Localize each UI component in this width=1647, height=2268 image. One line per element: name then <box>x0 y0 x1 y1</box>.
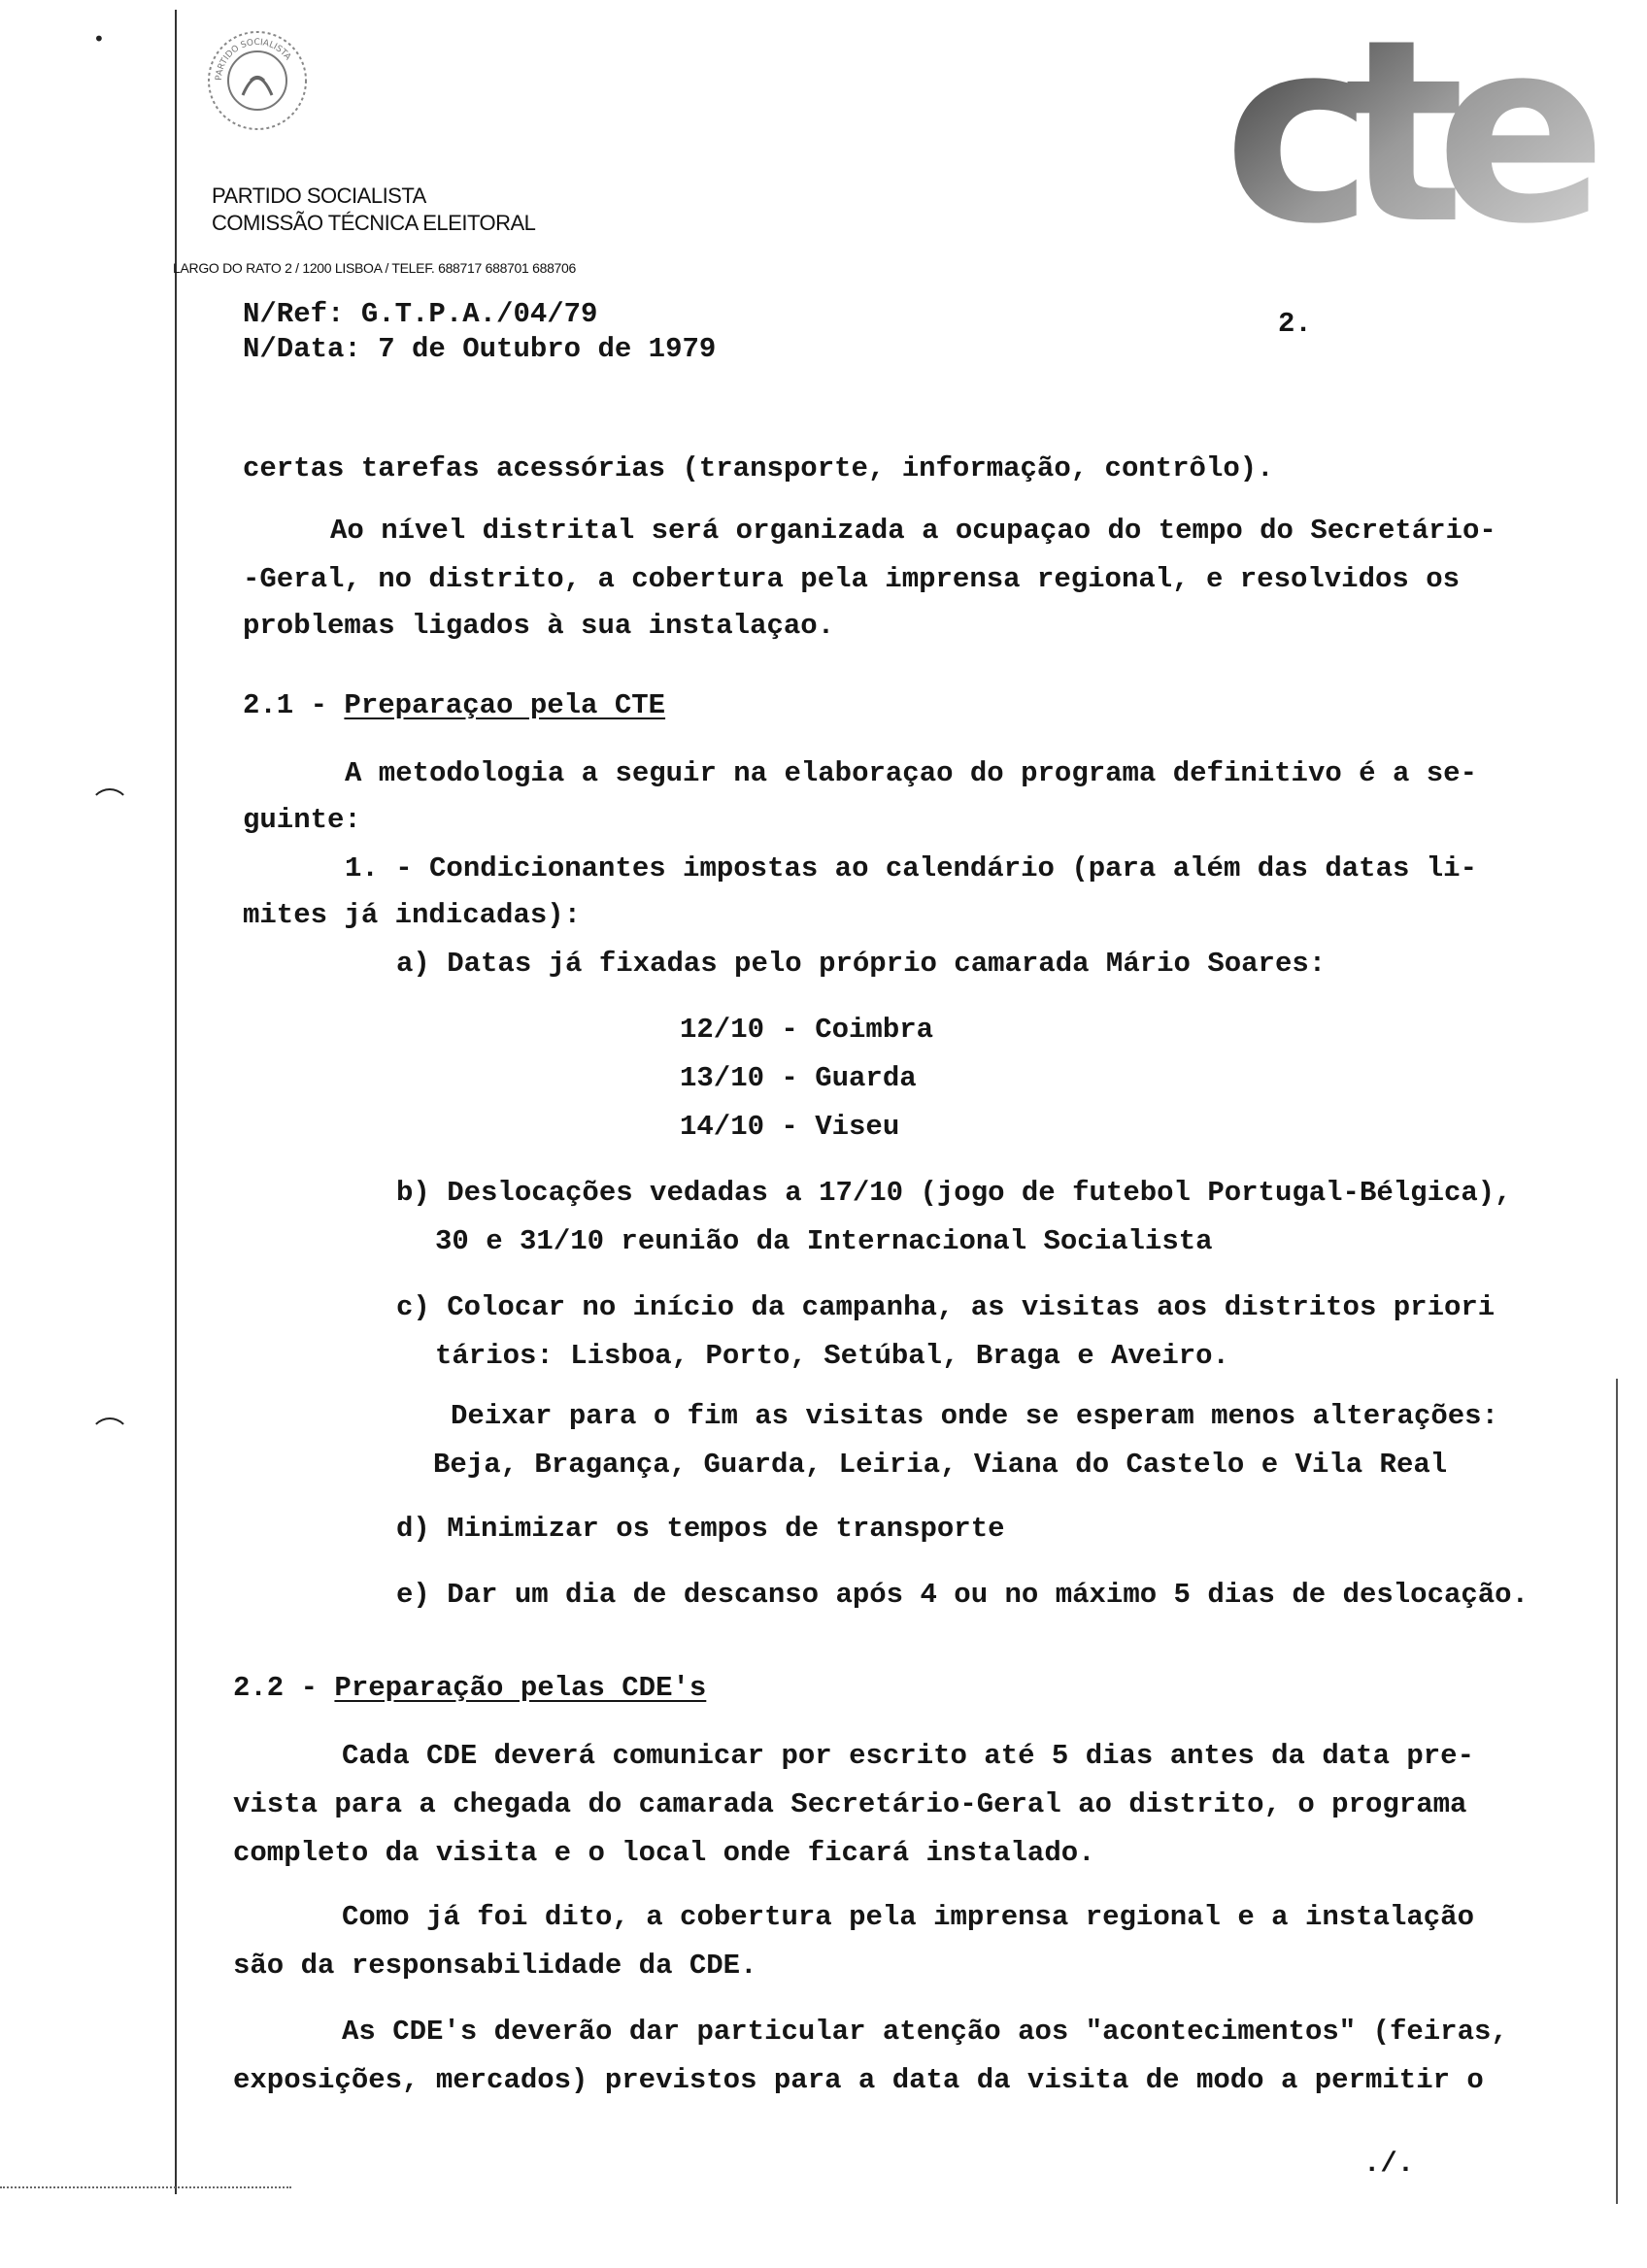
letterhead-address: LARGO DO RATO 2 / 1200 LISBOA / TELEF. 688717 688701 688706 <box>173 260 577 276</box>
sub-item-a: a) Datas já fixadas pelo próprio camarada Mário Soares: <box>396 948 1327 980</box>
paragraph-line: problemas ligados à sua instalaçao. <box>243 610 835 642</box>
paragraph-line: guinte: <box>243 804 361 836</box>
sub-item-c: Deixar para o fim as visitas onde se esperam menos alterações: <box>451 1400 1498 1432</box>
reference-number: N/Ref: G.T.P.A./04/79 <box>243 298 598 330</box>
paragraph-line: Ao nível distrital será organizada a ocupaçao do tempo do Secretário- <box>330 515 1496 547</box>
paragraph-line: completo da visita e o local onde ficará instalado. <box>233 1837 1095 1869</box>
punch-hole-mark <box>89 788 130 829</box>
section-number: 2.1 - <box>243 689 345 721</box>
left-margin-rule <box>175 10 177 2194</box>
paragraph-line: -Geral, no distrito, a cobertura pela imprensa regional, e resolvidos os <box>243 563 1461 595</box>
cte-logo-text: cte <box>1224 16 1578 239</box>
date-entry: 14/10 - Viseu <box>680 1111 900 1143</box>
section-heading-2-2 <box>233 1672 706 1704</box>
list-item: 1. - Condicionantes impostas ao calendário (para além das datas li- <box>345 852 1477 884</box>
section-number: 2.2 - <box>233 1672 335 1704</box>
paragraph-line: vista para a chegada do camarada Secretário-Geral ao distrito, o programa <box>233 1788 1467 1820</box>
scan-dot-mark: • <box>93 27 105 50</box>
commission-name: COMISSÃO TÉCNICA ELEITORAL <box>212 211 536 235</box>
paragraph-line: Cada CDE deverá comunicar por escrito até 5 dias antes da data pre- <box>342 1740 1474 1772</box>
sub-item-c: tários: Lisboa, Porto, Setúbal, Braga e Aveiro. <box>435 1340 1229 1372</box>
reference-date: N/Data: 7 de Outubro de 1979 <box>243 333 717 365</box>
sub-item-d: d) Minimizar os tempos de transporte <box>396 1513 1005 1545</box>
page-number: 2. <box>1278 308 1312 340</box>
sub-item-e: e) Dar um dia de descanso após 4 ou no máximo 5 dias de deslocação. <box>396 1579 1529 1611</box>
org-name: PARTIDO SOCIALISTA <box>212 183 426 208</box>
letterhead-org <box>212 183 535 237</box>
party-seal-icon <box>204 27 311 134</box>
list-item: mites já indicadas): <box>243 899 582 931</box>
date-entry: 13/10 - Guarda <box>680 1062 917 1094</box>
bottom-scan-mark <box>0 2186 291 2189</box>
paragraph-line: certas tarefas acessórias (transporte, informação, contrôlo). <box>243 452 1274 484</box>
sub-item-c: Beja, Bragança, Guarda, Leiria, Viana do Castelo e Vila Real <box>433 1449 1448 1481</box>
sub-item-b: 30 e 31/10 reunião da Internacional Socialista <box>435 1225 1213 1257</box>
sub-item-c: c) Colocar no início da campanha, as visitas aos distritos priori <box>396 1291 1496 1323</box>
paragraph-line: exposições, mercados) previstos para a data da visita de modo a permitir o <box>233 2064 1484 2096</box>
section-title: Preparação pelas CDE's <box>334 1672 707 1704</box>
section-heading-2-1 <box>243 689 665 721</box>
right-scan-edge <box>1616 1379 1618 2204</box>
punch-hole-mark <box>89 1418 130 1458</box>
date-entry: 12/10 - Coimbra <box>680 1014 934 1046</box>
continuation-mark: ./. <box>1363 2148 1415 2180</box>
section-title: Preparaçao pela CTE <box>344 689 666 721</box>
paragraph-line: As CDE's deverão dar particular atenção aos "acontecimentos" (feiras, <box>342 2016 1508 2048</box>
sub-item-b: b) Deslocações vedadas a 17/10 (jogo de futebol Portugal-Bélgica), <box>396 1177 1512 1209</box>
paragraph-line: A metodologia a seguir na elaboraçao do programa definitivo é a se- <box>345 757 1477 789</box>
cte-logo-icon <box>1224 16 1612 239</box>
seal-text: PARTIDO SOCIALISTA <box>214 37 293 82</box>
paragraph-line: são da responsabilidade da CDE. <box>233 1950 757 1982</box>
paragraph-line: Como já foi dito, a cobertura pela imprensa regional e a instalação <box>342 1901 1474 1933</box>
